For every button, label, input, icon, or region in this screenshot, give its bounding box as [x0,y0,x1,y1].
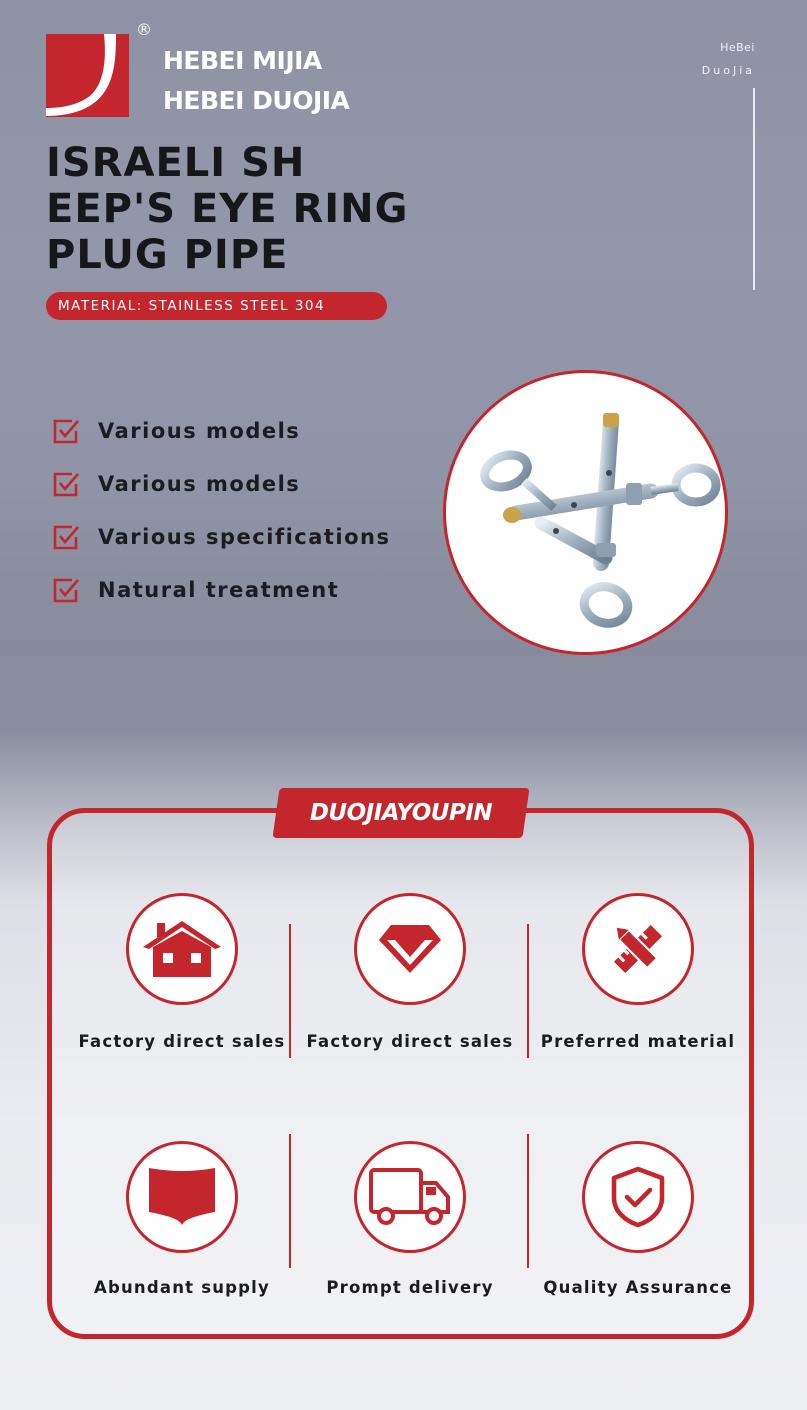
brand-logo [46,34,129,117]
shield-check-icon [582,1141,694,1253]
feature-label: Various specifications [98,525,391,549]
advantage-label: Factory direct sales [78,1032,286,1051]
feature-item [52,470,300,498]
product-photo [443,370,728,655]
box-icon [126,1141,238,1253]
pencil-ruler-icon [582,893,694,1005]
column-divider [289,1134,291,1268]
advantage-label: Quality Assurance [543,1278,733,1297]
product-title-line-2: EEP'S EYE RING [46,186,409,232]
advantage-label: Preferred material [540,1032,736,1051]
advantage-label: Factory direct sales [306,1032,514,1051]
check-square-icon [52,417,80,445]
registered-mark: ® [136,20,152,39]
feature-label: Various models [98,472,301,496]
decorative-vertical-line [753,88,755,290]
corner-label-duojia: DuoJia [701,64,755,77]
brand-name-duojia: HEBEI DUOJIA [163,86,350,115]
brand-badge: DUOJIAYOUPIN [309,800,493,826]
feature-item [52,417,300,445]
advantage-label: Abundant supply [94,1278,270,1297]
feature-label: Natural treatment [98,578,340,602]
product-title-line-3: PLUG PIPE [46,232,289,278]
factory-house-icon [126,893,238,1005]
product-title [46,140,412,278]
product-title-line-1: ISRAELI SH [46,140,306,186]
brand-name-mijia: HEBEI MIJIA [163,46,322,75]
corner-label-hebei: HeBei [720,41,755,54]
advantage-label: Prompt delivery [326,1278,494,1297]
feature-label: Various models [98,419,301,443]
advantages-card [47,808,754,1339]
check-square-icon [52,470,80,498]
check-square-icon [52,523,80,551]
column-divider [527,1134,529,1268]
check-square-icon [52,576,80,604]
feature-item [52,576,339,604]
diamond-icon [354,893,466,1005]
material-badge: MATERIAL: STAINLESS STEEL 304 [46,292,387,320]
truck-icon [354,1141,466,1253]
feature-item [52,523,391,551]
